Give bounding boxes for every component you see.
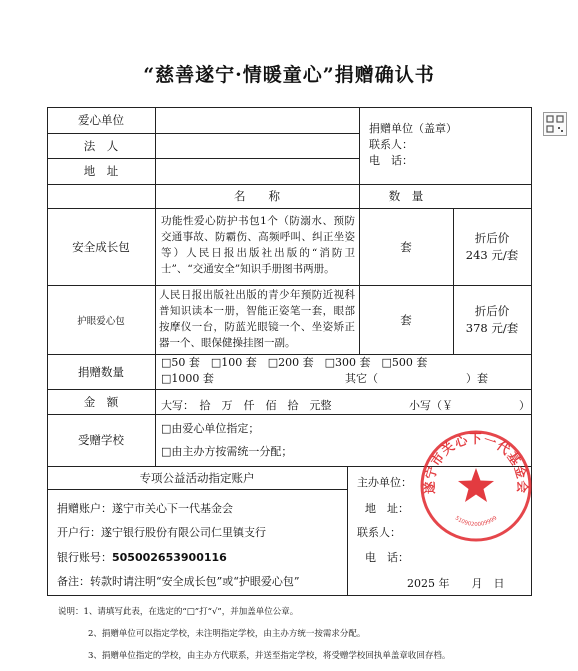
item-price-safety-pack xyxy=(453,208,531,285)
donor-unit-field[interactable] xyxy=(155,107,359,133)
item-label-safety-pack: 安全成长包 xyxy=(72,239,130,254)
organizer-phone-label: 电 话： xyxy=(365,551,409,564)
organizer-address-label: 地 址： xyxy=(365,502,409,515)
document-title: “慈善遂宁·情暖童心”捐赠确认书 xyxy=(143,64,435,86)
donor-phone-label: 电 话： xyxy=(369,154,413,167)
school-option-allocated[interactable]: □由主办方按需统一分配； xyxy=(161,445,293,458)
items-qty-header: 数 量 xyxy=(388,189,424,203)
account-bank: 开户行：遂宁银行股份有限公司仁里镇支行 xyxy=(57,526,266,539)
legal-person-field[interactable] xyxy=(155,133,359,158)
price-label: 折后价 xyxy=(474,230,510,245)
item-unit-safety-pack: 套 xyxy=(400,239,412,254)
amount-uppercase-field[interactable]: 大写： 拾 万 仟 佰 拾 元整 xyxy=(161,399,332,412)
account-remark: 备注：转款时请注明“安全成长包”或“护眼爱心包” xyxy=(57,575,300,588)
note-line-3: 3、捐赠单位指定的学校，由主办方代联系，并送至指定学校，将受赠学校回执单盖章收回存档。 xyxy=(88,651,451,661)
label-legal-person: 法 人 xyxy=(83,138,119,153)
quantity-options-row2[interactable]: □1000 套 xyxy=(161,372,214,385)
item-price-eye-care-pack xyxy=(453,285,531,354)
seal-number: 5109020009999 xyxy=(453,515,499,528)
organizer-unit-label: 主办单位： xyxy=(357,476,412,489)
amount-lowercase-field[interactable]: 小写（￥ ） xyxy=(409,399,530,412)
item-desc-eye-care-pack: 人民日报出版社出版的青少年预防近视科普知识读本一册，智能正姿笔一套，眼部按摩仪一台，防蓝光眼镜一个、坐姿矫正器一个、眼保健操挂图一副。 xyxy=(159,289,355,349)
label-address: 地 址 xyxy=(83,164,119,178)
organizer-date: 2025 年 月 日 xyxy=(407,577,505,590)
note-line-1: 说明：1、请填写此表，在选定的“□”打“√”，并加盖单位公章。 xyxy=(58,607,299,617)
price-value: 378 元/套 xyxy=(465,320,519,335)
account-name: 捐赠账户：遂宁市关心下一代基金会 xyxy=(57,502,233,515)
donor-contact-label: 联系人： xyxy=(369,138,413,151)
qr-code-icon[interactable] xyxy=(543,112,567,136)
account-section-header: 专项公益活动指定账户 xyxy=(139,470,255,485)
account-number xyxy=(57,550,227,565)
item-label-eye-care-pack: 护眼爱心包 xyxy=(77,315,125,327)
price-value: 243 元/套 xyxy=(465,247,519,262)
address-field[interactable] xyxy=(155,158,359,184)
donor-seal-label: 捐赠单位（盖章） xyxy=(369,122,457,135)
note-line-2: 2、捐赠单位可以指定学校，未注明指定学校，由主办方统一按需求分配。 xyxy=(88,629,366,639)
school-option-designated[interactable]: □由爱心单位指定； xyxy=(161,422,260,435)
organizer-contact-label: 联系人： xyxy=(357,526,401,539)
quantity-options-row1[interactable]: □50 套 □100 套 □200 套 □300 套 □500 套 xyxy=(161,356,428,369)
account-number-label: 银行账号： xyxy=(57,551,112,564)
label-recipient-school: 受赠学校 xyxy=(78,433,124,447)
seal-text: 遂宁市关心下一代基金会 xyxy=(421,431,531,495)
quantity-other-field[interactable]: 其它（ ）套 xyxy=(345,372,488,385)
items-name-header: 名 称 xyxy=(234,189,280,203)
label-donor-unit: 爱心单位 xyxy=(78,113,124,127)
price-label: 折后价 xyxy=(474,303,510,318)
account-number-value: 505002653900116 xyxy=(112,551,227,564)
label-amount: 金 额 xyxy=(83,394,119,409)
official-seal-stamp xyxy=(418,428,534,544)
item-desc-safety-pack: 功能性爱心防护书包1个（防溺水、预防交通事故、防霸伤、高频呼叫、纠正坐姿等）人民日报出版社出版的“消防卫士”、“交通安全”知识手册图书两册。 xyxy=(161,215,355,275)
svg-text:5109020009999 xyxy=(454,515,499,528)
item-unit-eye-care-pack: 套 xyxy=(400,312,412,327)
label-donation-quantity: 捐赠数量 xyxy=(78,364,124,379)
